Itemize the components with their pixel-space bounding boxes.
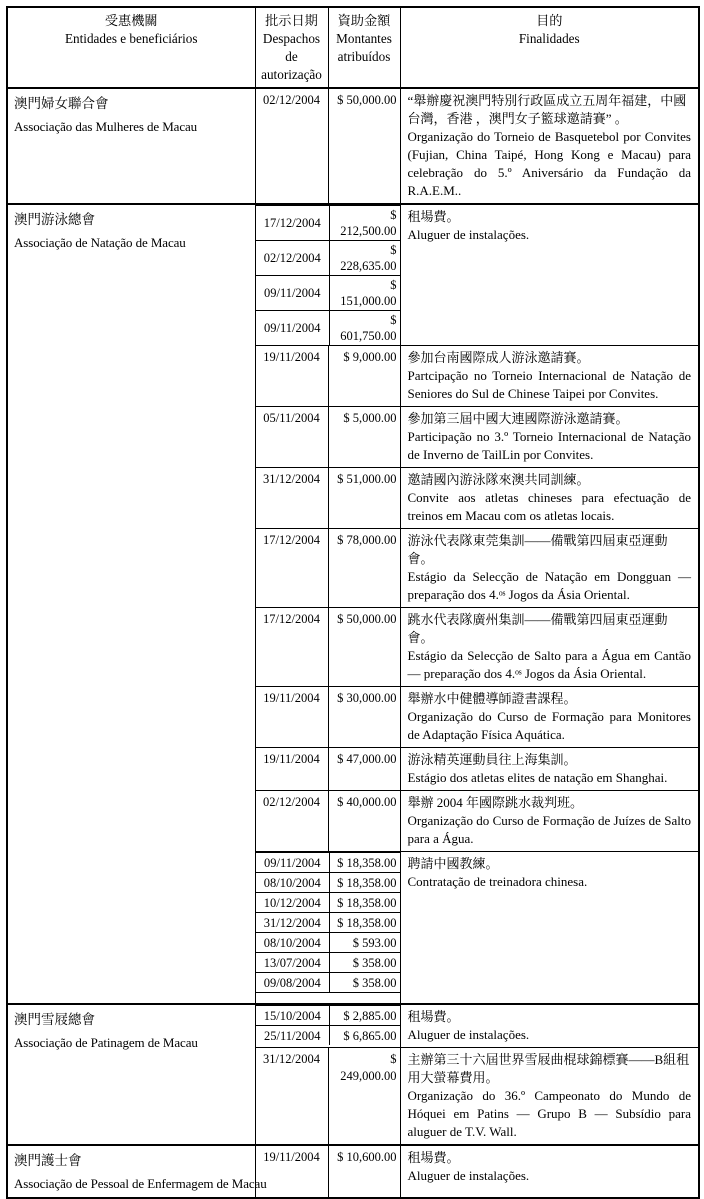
purpose-cell (400, 1004, 699, 1048)
col-header-amounts-zh: 資助金額 (337, 13, 391, 28)
purpose-cell (400, 791, 699, 852)
entity-name-zh: 澳門婦女聯合會 (14, 96, 109, 111)
grant-amount-cell: $ 78,000.00 (328, 529, 400, 608)
authorization-date-cell: 05/11/2004 (255, 407, 328, 468)
entity-name-pt: Associação de Pessoal de Enfermagem de Macau (14, 1176, 267, 1191)
grant-amount-cell: $ 249,000.00 (328, 1048, 400, 1146)
grant-amount-cell: $ 228,635.00 (330, 241, 400, 276)
payment-row (256, 913, 400, 933)
purpose-zh: 參加台南國際成人游泳邀請賽。 (407, 350, 590, 365)
authorization-date-cell: 08/10/2004 (256, 873, 330, 893)
grant-amount-cell: $ 51,000.00 (328, 468, 400, 529)
purpose-pt: Convite aos atletas chineses para efectuação de treinos em Macau com os atletas locais. (407, 490, 691, 523)
payments-stack-cell (255, 204, 400, 346)
grant-amount-cell: $ 6,865.00 (330, 1026, 400, 1046)
col-header-entities-pt: Entidades e beneficiários (64, 31, 198, 46)
purpose-cell (400, 1048, 699, 1146)
authorization-date-cell: 08/10/2004 (256, 933, 330, 953)
purpose-pt: Aluguer de instalações. (407, 1168, 530, 1183)
payment-row (256, 973, 400, 993)
grant-amount-cell: $ 5,000.00 (328, 407, 400, 468)
authorization-date-cell: 02/12/2004 (256, 241, 330, 276)
entity-name-zh: 澳門護士會 (14, 1153, 82, 1168)
grant-amount-cell: $ 18,358.00 (330, 913, 400, 933)
authorization-date-cell: 09/11/2004 (256, 311, 330, 346)
purpose-zh: 聘請中國教練。 (407, 856, 499, 871)
table-row (7, 204, 699, 346)
grant-amount-cell: $ 2,885.00 (330, 1006, 400, 1026)
purpose-cell (400, 1145, 699, 1198)
purpose-cell (400, 748, 699, 791)
authorization-date-cell: 31/12/2004 (256, 913, 330, 933)
gazette-table-body (7, 88, 699, 1198)
purpose-cell (400, 88, 699, 204)
subsidy-table (6, 6, 700, 1199)
purpose-cell (400, 687, 699, 748)
authorization-date-cell: 09/11/2004 (256, 276, 330, 311)
grant-amount-cell: $ 212,500.00 (330, 206, 400, 241)
purpose-pt: Aluguer de instalações. (407, 1027, 530, 1042)
authorization-date-cell: 17/12/2004 (256, 206, 330, 241)
payment-row (256, 893, 400, 913)
payment-row (256, 953, 400, 973)
grant-amount-cell: $ 358.00 (330, 953, 400, 973)
entity-name-zh: 澳門游泳總會 (14, 212, 95, 227)
payments-stack-cell (255, 852, 400, 1005)
payments-table (256, 1005, 400, 1045)
purpose-cell (400, 204, 699, 346)
purpose-pt: Organização do 36.º Campeonato do Mundo de Hóquei em Patins — Grupo B — Subsídio para aluguer de T.V. Wall. (407, 1088, 691, 1139)
entity-name-pt: Associação de Natação de Macau (14, 235, 186, 250)
purpose-zh: 舉辦水中健體導師證書課程。 (407, 691, 577, 706)
col-header-dates (255, 7, 328, 88)
payments-stack-cell (255, 1004, 400, 1048)
purpose-pt: Organização do Curso de Formação para Monitores de Adaptação Física Aquática. (407, 709, 691, 742)
grant-amount-cell: $ 18,358.00 (330, 853, 400, 873)
grant-amount-cell: $ 10,600.00 (328, 1145, 400, 1198)
authorization-date-cell: 31/12/2004 (255, 468, 328, 529)
authorization-date-cell: 09/08/2004 (256, 973, 330, 993)
payment-row (256, 1026, 400, 1046)
purpose-pt: Estágio da Selecção de Salto para a Água em Cantão — preparação dos 4.ᵒˢ Jogos da Ásia Oriental. (407, 648, 691, 681)
authorization-date-cell: 17/12/2004 (255, 608, 328, 687)
purpose-zh: 參加第三屆中國大連國際游泳邀請賽。 (407, 411, 629, 426)
grant-amount-cell: $ 593.00 (330, 933, 400, 953)
payment-row (256, 241, 400, 276)
purpose-pt: Participação no 3.º Torneio Internacional de Natação de Inverno de TailLin por Convites. (407, 429, 691, 462)
payment-row (256, 276, 400, 311)
purpose-zh: “舉辦慶祝澳門特別行政區成立五周年福建，中國台灣，香港 ，澳門女子籃球邀請賽” 。 (407, 93, 687, 126)
purpose-zh: 租場費。 (407, 1150, 460, 1165)
col-header-amounts-pt: Montantes atribuídos (336, 31, 392, 64)
purpose-cell (400, 529, 699, 608)
purpose-zh: 主辦第三十六屆世界雪屐曲棍球錦標賽——B組租用大螢幕費用。 (407, 1052, 690, 1085)
table-row (7, 1004, 699, 1048)
purpose-zh: 舉辦 2004 年國際跳水裁判班。 (407, 795, 584, 810)
payment-row (256, 206, 400, 241)
purpose-cell (400, 346, 699, 407)
purpose-zh: 邀請國內游泳隊來澳共同訓練。 (407, 472, 590, 487)
grant-amount-cell: $ 358.00 (330, 973, 400, 993)
entity-cell (7, 1145, 267, 1198)
purpose-zh: 跳水代表隊廣州集訓——備戰第四屆東亞運動會。 (407, 612, 668, 645)
purpose-cell (400, 468, 699, 529)
purpose-pt: Organização do Curso de Formação de Juízes de Salto para a Água. (407, 813, 691, 846)
table-row (7, 88, 699, 204)
grant-amount-cell: $ 601,750.00 (330, 311, 400, 346)
payment-row (256, 853, 400, 873)
purpose-pt: Organização do Torneio de Basquetebol por Convites (Fujian, China Taipé, Hong Kong e Macau) para celebração do 5.º Aniversário da Fundação da R.A.E.M.. (407, 129, 691, 198)
purpose-cell (400, 608, 699, 687)
purpose-zh: 游泳精英運動員往上海集訓。 (407, 752, 577, 767)
grant-amount-cell: $ 40,000.00 (328, 791, 400, 852)
purpose-zh: 租場費。 (407, 209, 460, 224)
grant-amount-cell: $ 9,000.00 (328, 346, 400, 407)
header-row (7, 7, 699, 88)
purpose-pt: Estágio da Selecção de Natação em Dongguan — preparação dos 4.ᵒˢ Jogos da Ásia Oriental. (407, 569, 691, 602)
entity-name-pt: Associação das Mulheres de Macau (14, 119, 198, 134)
col-header-entities-zh: 受惠機關 (104, 13, 158, 28)
col-header-amounts (328, 7, 400, 88)
payment-row (256, 873, 400, 893)
col-header-dates-zh: 批示日期 (265, 13, 318, 28)
authorization-date-cell: 19/11/2004 (255, 346, 328, 407)
purpose-cell (400, 407, 699, 468)
col-header-dates-pt: Despachos de autorização (261, 31, 322, 82)
col-header-purposes-zh: 目的 (536, 13, 563, 28)
authorization-date-cell: 13/07/2004 (256, 953, 330, 973)
authorization-date-cell: 02/12/2004 (255, 791, 328, 852)
purpose-pt: Partcipação no Torneio Internacional de Natação de Seniores do Sul de Chinese Taipei por Convites. (407, 368, 691, 401)
col-header-purposes (400, 7, 699, 88)
authorization-date-cell: 02/12/2004 (255, 88, 328, 204)
entity-cell (7, 88, 255, 204)
authorization-date-cell: 09/11/2004 (256, 853, 330, 873)
entity-name-zh: 澳門雪屐總會 (14, 1012, 95, 1027)
purpose-zh: 游泳代表隊東莞集訓——備戰第四屆東亞運動會。 (407, 533, 668, 566)
grant-amount-cell: $ 18,358.00 (330, 873, 400, 893)
authorization-date-cell: 31/12/2004 (255, 1048, 328, 1146)
payments-table (256, 205, 400, 345)
payments-table (256, 852, 400, 993)
payment-row (256, 311, 400, 346)
authorization-date-cell: 19/11/2004 (255, 748, 328, 791)
entity-cell (7, 1004, 255, 1145)
grant-amount-cell: $ 50,000.00 (328, 608, 400, 687)
authorization-date-cell: 19/11/2004 (255, 1145, 328, 1198)
entity-name-pt: Associação de Patinagem de Macau (14, 1035, 198, 1050)
entity-cell (7, 204, 255, 1004)
authorization-date-cell: 10/12/2004 (256, 893, 330, 913)
authorization-date-cell: 17/12/2004 (255, 529, 328, 608)
authorization-date-cell: 19/11/2004 (255, 687, 328, 748)
grant-amount-cell: $ 30,000.00 (328, 687, 400, 748)
purpose-pt: Aluguer de instalações. (407, 227, 530, 242)
col-header-purposes-pt: Finalidades (518, 31, 580, 46)
payment-row (256, 1006, 400, 1026)
table-row (7, 1145, 699, 1198)
purpose-cell (400, 852, 699, 1005)
purpose-pt: Contratação de treinadora chinesa. (407, 874, 588, 889)
grant-amount-cell: $ 47,000.00 (328, 748, 400, 791)
grant-amount-cell: $ 50,000.00 (328, 88, 400, 204)
purpose-zh: 租場費。 (407, 1009, 460, 1024)
grant-amount-cell: $ 151,000.00 (330, 276, 400, 311)
col-header-entities (7, 7, 255, 88)
purpose-pt: Estágio dos atletas elites de natação em Shanghai. (407, 770, 668, 785)
authorization-date-cell: 25/11/2004 (256, 1026, 330, 1046)
authorization-date-cell: 15/10/2004 (256, 1006, 330, 1026)
payment-row (256, 933, 400, 953)
grant-amount-cell: $ 18,358.00 (330, 893, 400, 913)
